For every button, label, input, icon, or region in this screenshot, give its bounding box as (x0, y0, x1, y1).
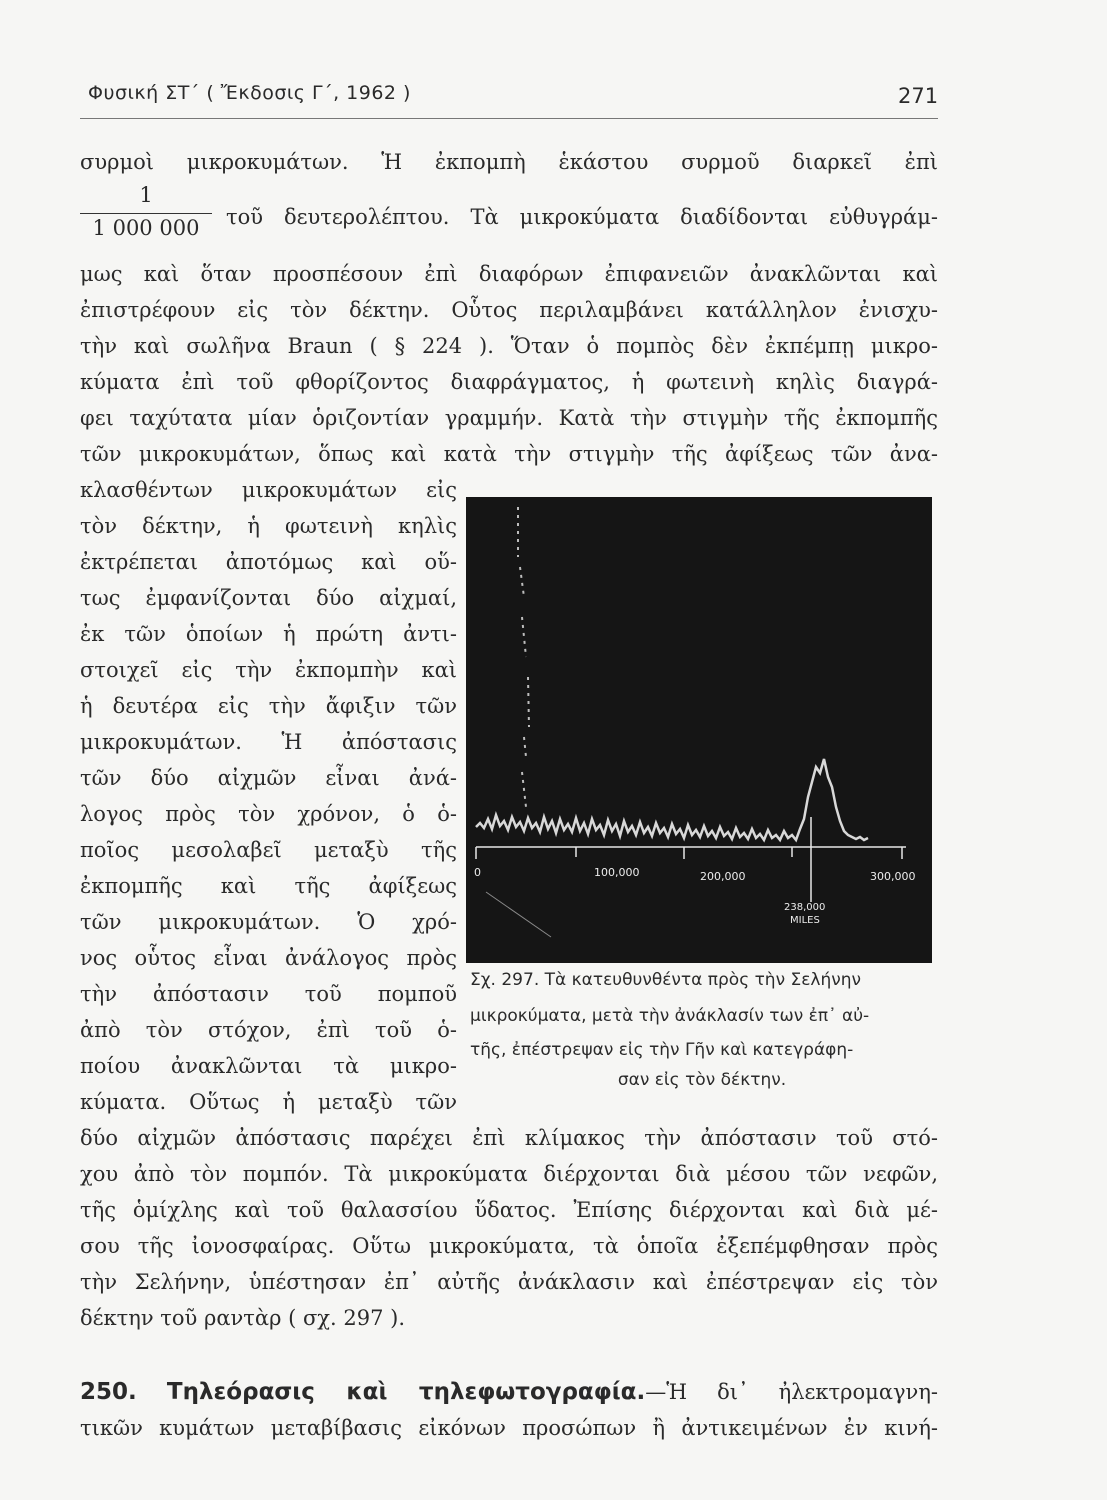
text-line: λογος πρὸς τὸν χρόνον, ὁ ὁ- (80, 802, 457, 826)
scale-label: 200,000 (700, 870, 746, 883)
marker-label: MILES (790, 915, 820, 926)
fraction-numerator: 1 (139, 183, 153, 207)
text-line: τῶν δύο αἰχμῶν εἶναι ἀνά- (80, 766, 457, 790)
text-line: τῶν μικροκυμάτων. Ὁ χρό- (80, 910, 457, 934)
text-line: κύματα ἐπὶ τοῦ φθορίζοντος διαφράγματος, ἡ φωτεινὴ κηλὶς διαγρά- (80, 370, 938, 394)
text-line: μικροκυμάτων. Ἡ ἀπόστασις (80, 730, 457, 754)
section-number: 250. (80, 1379, 137, 1405)
text-line: στοιχεῖ εἰς τὴν ἐκπομπὴν καὶ (80, 658, 457, 682)
marker-label: 238,000 (784, 902, 826, 913)
text-line: ἐκ τῶν ὁποίων ἡ πρώτη ἀντι- (80, 622, 457, 646)
scale-label: 0 (474, 866, 481, 879)
text-line: τὴν ἀπόστασιν τοῦ πομποῦ (80, 982, 457, 1006)
page-number: 271 (898, 84, 939, 108)
running-title: Φυσική ΣΤ΄ ( Ἔκδοσις Γ΄, 1962 ) (88, 82, 411, 104)
text-line: νος οὗτος εἶναι ἀνάλογος πρὸς (80, 946, 457, 970)
text-line: κλασθέντων μικροκυμάτων εἰς (80, 478, 457, 502)
scale-label: 300,000 (870, 870, 916, 883)
header-divider (80, 118, 938, 119)
text-line: ἐκπομπῆς καὶ τῆς ἀφίξεως (80, 874, 457, 898)
text-line: ἡ δευτέρα εἰς τὴν ἄφιξιν τῶν (80, 694, 457, 718)
caption-line: σαν εἰς τὸν δέκτην. (617, 1070, 787, 1090)
text-line: τῶν μικροκυμάτων, ὅπως καὶ κατὰ τὴν στιγμὴν τῆς ἀφίξεως τῶν ἀνα- (80, 442, 938, 466)
text-line: τὸν δέκτην, ἡ φωτεινὴ κηλὶς (80, 514, 457, 538)
caption-line: τῆς, ἐπέστρεψαν εἰς τὴν Γῆν καὶ κατεγράφη- (470, 1040, 854, 1060)
text-line: δύο αἰχμῶν ἀπόστασις παρέχει ἐπὶ κλίμακος τὴν ἀπόστασιν τοῦ στό- (80, 1126, 938, 1150)
section-heading-line (80, 1380, 938, 1404)
fraction (76, 183, 216, 240)
text-line: χου ἀπὸ τὸν πομπόν. Τὰ μικροκύματα διέρχονται διὰ μέσου τῶν νεφῶν, (80, 1162, 938, 1186)
text-line: τως ἐμφανίζονται δύο αἰχμαί, (80, 586, 457, 610)
radar-echo-photo (466, 497, 932, 963)
text-line: τὴν Σελήνην, ὑπέστησαν ἐπ᾽ αὐτῆς ἀνάκλασιν καὶ ἐπέστρεψαν εἰς τὸν (80, 1270, 938, 1294)
text-line: ποῖος μεσολαβεῖ μεταξὺ τῆς (80, 838, 457, 862)
caption-line: Σχ. 297. Τὰ κατευθυνθέντα πρὸς τὴν Σελήνην (470, 970, 862, 990)
text-line: τοῦ δευτερολέπτου. Τὰ μικροκύματα διαδίδονται εὐθυγράμ- (226, 205, 938, 229)
text-line: δέκτην τοῦ ραντὰρ ( σχ. 297 ). (80, 1306, 406, 1330)
text-line: φει ταχύτατα μίαν ὁριζοντίαν γραμμήν. Κατὰ τὴν στιγμὴν τῆς ἐκπομπῆς (80, 406, 938, 430)
text-line: ἐπιστρέφουν εἰς τὸν δέκτην. Οὗτος περιλαμβάνει κατάλληλον ἐνισχυ- (80, 298, 938, 322)
text-line: μως καὶ ὅταν προσπέσουν ἐπὶ διαφόρων ἐπιφανειῶν ἀνακλῶνται καὶ (80, 262, 938, 286)
text-line: τικῶν κυμάτων μεταβίβασις εἰκόνων προσώπων ἢ ἀντικειμένων ἐν κινή- (80, 1416, 938, 1440)
caption-line: μικροκύματα, μετὰ τὴν ἀνάκλασίν των ἐπ᾽ αὐ- (470, 1006, 870, 1026)
fraction-bar (80, 213, 212, 214)
fraction-denominator: 1 000 000 (92, 216, 200, 240)
text-line: κύματα. Οὕτως ἡ μεταξὺ τῶν (80, 1090, 457, 1114)
oscilloscope-trace-image (466, 497, 932, 963)
section-title: Τηλεόρασις καὶ τηλεφωτογραφία. (166, 1379, 646, 1405)
text-line: συρμοὶ μικροκυμάτων. Ἡ ἐκπομπὴ ἑκάστου συρμοῦ διαρκεῖ ἐπὶ (80, 150, 938, 174)
scale-label: 100,000 (594, 866, 640, 879)
text-line: τῆς ὁμίχλης καὶ τοῦ θαλασσίου ὕδατος. Ἐπίσης διέρχονται καὶ διὰ μέ- (80, 1198, 938, 1222)
section-text: —Ἡ δι᾽ ἠλεκτρομαγνη- (645, 1380, 938, 1404)
text-line: ἐκτρέπεται ἀποτόμως καὶ οὕ- (80, 550, 457, 574)
text-line: ποίου ἀνακλῶνται τὰ μικρο- (80, 1054, 457, 1078)
text-line: σου τῆς ἰονοσφαίρας. Οὕτω μικροκύματα, τὰ ὁποῖα ἐξεπέμφθησαν πρὸς (80, 1234, 938, 1258)
text-line: ἀπὸ τὸν στόχον, ἐπὶ τοῦ ὁ- (80, 1018, 457, 1042)
text-line: τὴν καὶ σωλῆνα Braun ( § 224 ). Ὅταν ὁ πομπὸς δὲν ἐκπέμπῃ μικρο- (80, 334, 938, 358)
